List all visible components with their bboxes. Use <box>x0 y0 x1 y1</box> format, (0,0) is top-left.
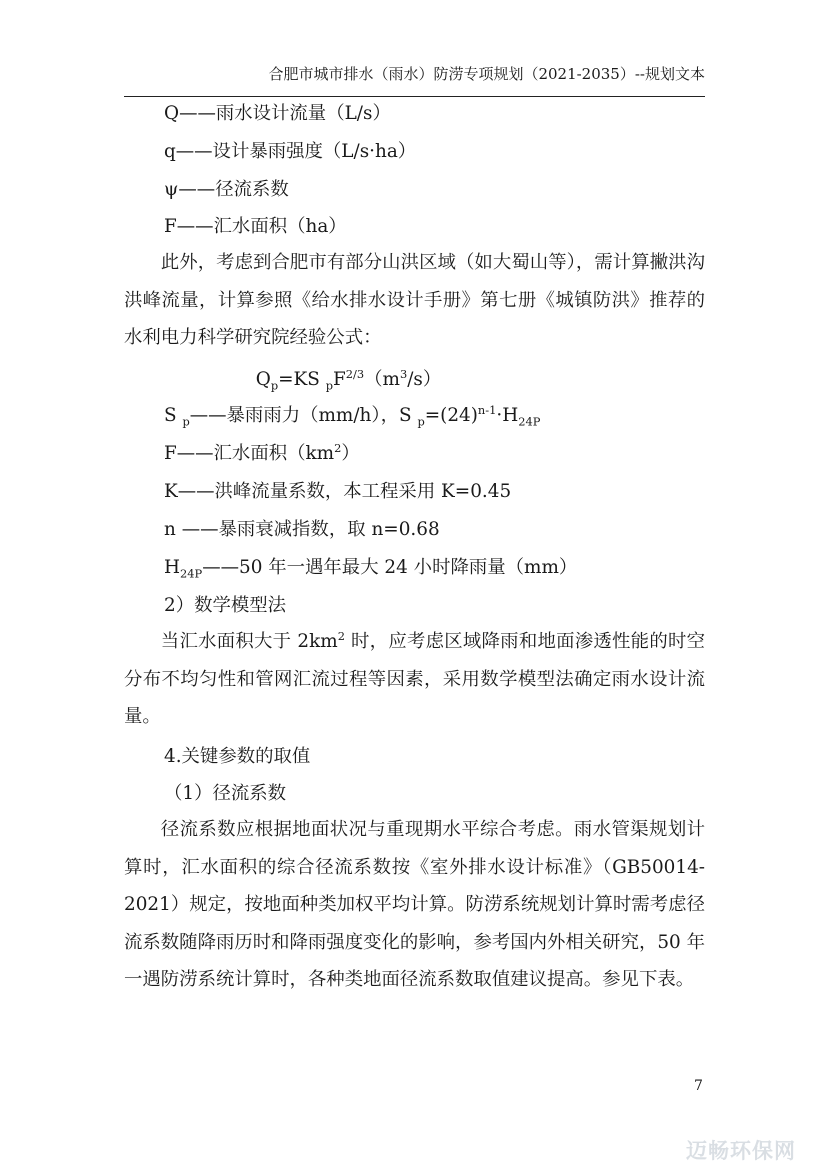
def-psi: ψ——径流系数 <box>164 179 289 200</box>
def-q: q——设计暴雨强度（L/s·ha） <box>164 141 417 162</box>
paragraph-math-model: 当汇水面积大于 $2km^2$ 时，应考虑区域降雨和地面渗透性能的时空分布不均匀性和管网汇流过程等因素，采用数学模型法确定雨水设计流量。 <box>124 628 705 727</box>
paragraph-flood-formula-intro: 此外，考虑到合肥市有部分山洪区域（如大蜀山等），需计算撇洪沟洪峰流量，计算参照《给水排水设计手册》第七册《城镇防洪》推荐的水利电力科学研究院经验公式： <box>124 252 705 348</box>
def-K: K——洪峰流量系数，本工程采用 K=0.45 <box>164 481 512 502</box>
def-F: F——汇水面积（ha） <box>164 216 347 237</box>
def-n: n ——暴雨衰减指数，取 n=0.68 <box>164 519 440 540</box>
def-F-km2: F——汇水面积$(km^2)$ <box>164 440 360 464</box>
def-Q: Q——雨水设计流量（L/s） <box>164 103 391 124</box>
subsection-runoff-coef: （1）径流系数 <box>164 783 287 804</box>
header-rule <box>124 96 705 97</box>
section-key-params: 4.关键参数的取值 <box>164 746 311 767</box>
watermark-logo: 迈畅环保网 <box>686 1139 796 1163</box>
page-header: 合肥市城市排水（雨水）防涝专项规划（2021-2035）--规划文本 <box>268 65 705 83</box>
paragraph-runoff-coef: 径流系数应根据地面状况与重现期水平综合考虑。雨水管渠规划计算时，汇水面积的综合径流系数按《室外排水设计标准》（GB50014-2021）规定，按地面种类加权平均计算。防涝系统规划计算时需考虑径流系数随降雨历时和降雨强度变化的影响，参考国内外相关研究，50 年一遇防涝系统计算时，各种类地面径流系数取值建议提高。参见下表。 <box>124 819 705 990</box>
def-H24P: $H_{24P}——50$ 年一遇年最大 24 小时降雨量（mm） <box>164 557 578 581</box>
section-math-model: 2）数学模型法 <box>164 595 287 616</box>
def-Sp: S $_p$——暴雨雨力（mm/h），S $_p=(24)^{n-1}\cdot H_{24P}$ <box>164 402 541 429</box>
page-number: 7 <box>694 1078 703 1094</box>
formula-qp: $Q_p=KS$ $_pF^{2/3}(m^3/s)$ <box>255 366 442 393</box>
